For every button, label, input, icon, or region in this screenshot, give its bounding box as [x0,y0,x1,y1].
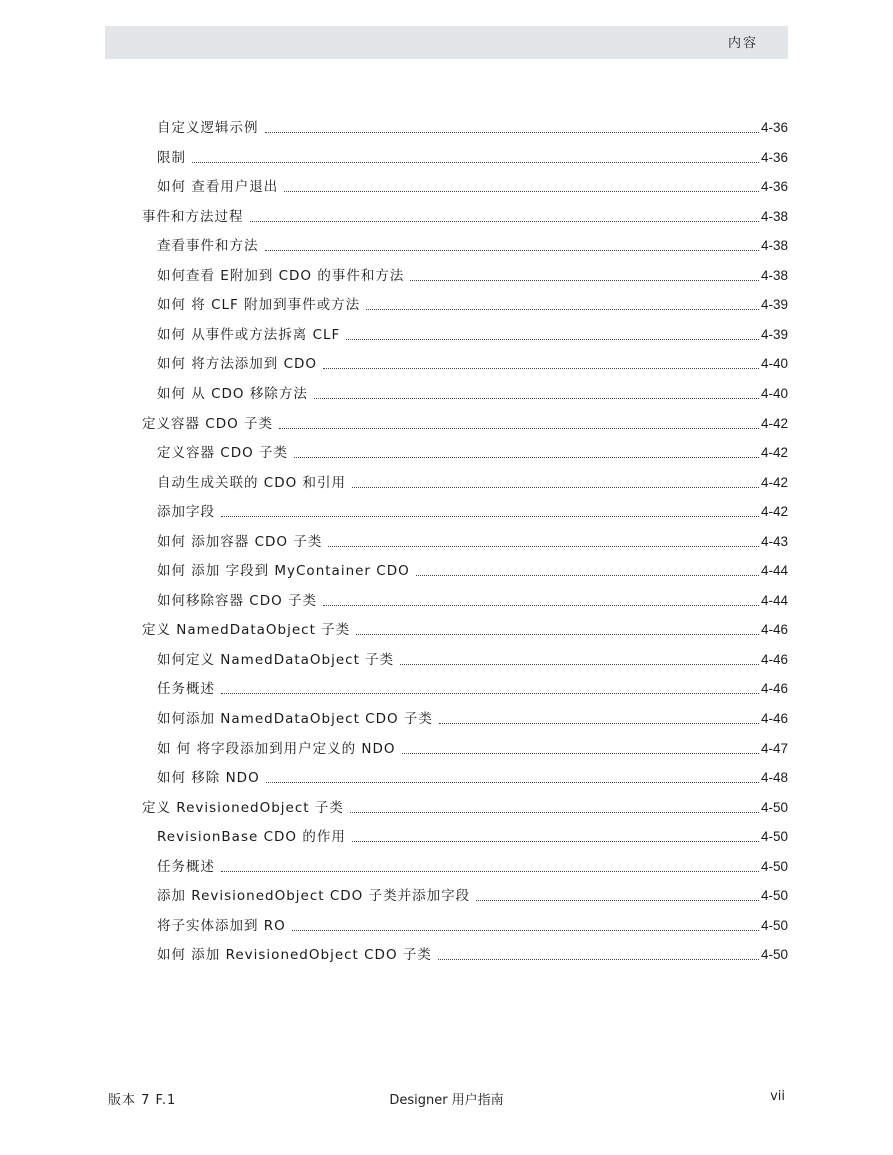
toc-entry-label: 如何定义 NamedDataObject 子类 [157,651,395,668]
toc-entry-page: 4-50 [760,917,788,933]
toc-entry[interactable] [142,200,788,226]
toc-entry-page: 4-50 [760,858,788,874]
toc-dot-leader [221,515,759,517]
toc-entry-label: 定义容器 CDO 子类 [157,445,289,462]
toc-entry-page: 4-50 [760,799,788,815]
toc-dot-leader [476,899,759,901]
toc-entry[interactable] [157,111,788,137]
toc-entry[interactable] [157,229,788,255]
toc-entry-page: 4-46 [760,711,788,726]
toc-entry[interactable] [142,407,788,433]
toc-dot-leader [400,663,759,665]
toc-entry[interactable] [157,879,788,905]
toc-entry-page: 4-39 [760,326,788,342]
toc-entry-page: 4-38 [760,267,788,283]
toc-dot-leader [346,338,759,340]
toc-entry-label: 添加字段 [157,504,215,521]
toc-entry[interactable] [157,761,788,787]
toc-entry[interactable] [157,732,788,758]
toc-dot-leader [314,397,759,399]
toc-entry-label: 将子实体添加到 RO [157,917,286,934]
toc-entry[interactable] [142,613,788,639]
toc-entry-label: 如何 将方法添加到 CDO [157,356,318,373]
toc-dot-leader [250,220,759,222]
toc-entry[interactable] [157,584,788,610]
toc-entry-label: 任务概述 [157,858,215,875]
page-header [105,26,788,59]
toc-entry-page: 4-44 [760,592,788,608]
toc-entry-label: 如何 将 CLF 附加到事件或方法 [157,297,361,314]
toc-entry[interactable] [157,259,788,285]
toc-dot-leader [284,190,759,192]
toc-entry-page: 4-50 [760,947,788,963]
toc-entry-label: 如何添加 NamedDataObject CDO 子类 [157,711,433,727]
toc-entry-label: 定义容器 CDO 子类 [142,415,274,432]
toc-entry-page: 4-43 [760,533,788,549]
toc-dot-leader [439,722,759,724]
toc-entry[interactable] [157,909,788,935]
toc-dot-leader [265,249,759,251]
toc-entry[interactable] [157,702,788,728]
footer-book-title: Designer 用户指南 [389,1093,504,1108]
footer-page-number: vii [770,1089,785,1104]
toc-entry[interactable] [157,288,788,314]
toc-dot-leader [294,456,759,458]
toc-entry-page: 4-36 [760,149,788,165]
toc-dot-leader [292,929,759,931]
toc-entry-page: 4-40 [760,356,788,372]
toc-entry-label: 如何移除容器 CDO 子类 [157,592,318,609]
toc-entry[interactable] [157,466,788,492]
toc-entry-page: 4-36 [760,179,788,195]
toc-entry-label: 如何 查看用户退出 [157,179,279,196]
toc-entry-page: 4-50 [760,888,788,904]
toc-entry-page: 4-39 [760,297,788,313]
toc-entry-label: RevisionBase CDO 的作用 [157,829,346,846]
toc-dot-leader [410,279,759,281]
header-title: 内容 [727,36,758,51]
toc-entry-label: 定义 NamedDataObject 子类 [142,622,351,639]
toc-entry[interactable] [157,525,788,551]
toc-entry-page: 4-42 [760,445,788,461]
toc-entry-page: 4-42 [760,504,788,520]
toc-entry-page: 4-48 [760,770,788,786]
toc-dot-leader [352,486,759,488]
toc-entry-page: 4-47 [760,740,788,756]
toc-entry[interactable] [157,318,788,344]
toc-entry-page: 4-42 [760,474,788,490]
toc-entry-label: 事件和方法过程 [142,208,244,225]
toc-entry[interactable] [142,791,788,817]
toc-entry-page: 4-46 [760,681,788,697]
toc-dot-leader [323,604,759,606]
toc-entry[interactable] [157,347,788,373]
toc-entry[interactable] [157,850,788,876]
toc-entry-label: 如何 添加 字段到 MyContainer CDO [157,563,410,580]
toc-entry-page: 4-38 [760,238,788,254]
toc-entry-label: 定义 RevisionedObject 子类 [142,799,344,816]
toc-entry-page: 4-40 [760,385,788,401]
toc-dot-leader [366,308,759,310]
toc-entry[interactable] [157,141,788,167]
toc-entry-label: 如 何 将字段添加到用户定义的 NDO [157,740,396,757]
toc-entry-page: 4-46 [760,651,788,667]
toc-dot-leader [323,367,759,369]
toc-entry-label: 如何 添加容器 CDO 子类 [157,533,323,550]
toc-entry-page: 4-50 [760,829,788,845]
toc-entry-label: 自定义逻辑示例 [157,120,259,136]
footer-version: 版本 7 F.1 [108,1093,177,1108]
toc-entry[interactable] [157,436,788,462]
toc-entry-label: 如何 移除 NDO [157,770,260,787]
toc-entry[interactable] [157,938,788,964]
toc-entry[interactable] [157,643,788,669]
toc-entry-page: 4-44 [760,563,788,579]
toc-entry-label: 如何查看 E附加到 CDO 的事件和方法 [157,267,405,284]
toc-dot-leader [221,870,759,872]
toc-entry[interactable] [157,554,788,580]
toc-dot-leader [350,811,759,813]
toc-entry[interactable] [157,495,788,521]
toc-entry[interactable] [157,672,788,698]
toc-entry[interactable] [157,377,788,403]
toc-dot-leader [265,131,759,133]
toc-dot-leader [266,781,759,783]
toc-dot-leader [192,161,759,163]
toc-entry-page: 4-38 [760,208,788,224]
toc-entry-label: 任务概述 [157,681,215,698]
toc-entry[interactable] [157,170,788,196]
toc-entry-label: 限制 [157,149,186,166]
toc-entry-page: 4-36 [760,120,788,135]
toc-entry-page: 4-42 [760,415,788,431]
toc-dot-leader [279,427,759,429]
toc-entry[interactable] [157,820,788,846]
toc-entry-label: 查看事件和方法 [157,238,259,255]
toc-dot-leader [356,633,759,635]
toc-dot-leader [221,692,759,694]
toc-dot-leader [328,545,759,547]
toc-entry-label: 如何 从 CDO 移除方法 [157,385,308,402]
toc-dot-leader [352,840,759,842]
toc-dot-leader [402,752,759,754]
toc-entry-label: 如何 添加 RevisionedObject CDO 子类 [157,947,432,964]
toc-entry-page: 4-46 [760,622,788,638]
toc-dot-leader [416,574,759,576]
toc-entry-label: 如何 从事件或方法拆离 CLF [157,326,341,343]
toc-entry-label: 添加 RevisionedObject CDO 子类并添加字段 [157,888,471,905]
toc-entry-label: 自动生成关联的 CDO 和引用 [157,474,347,491]
toc-dot-leader [438,958,759,960]
